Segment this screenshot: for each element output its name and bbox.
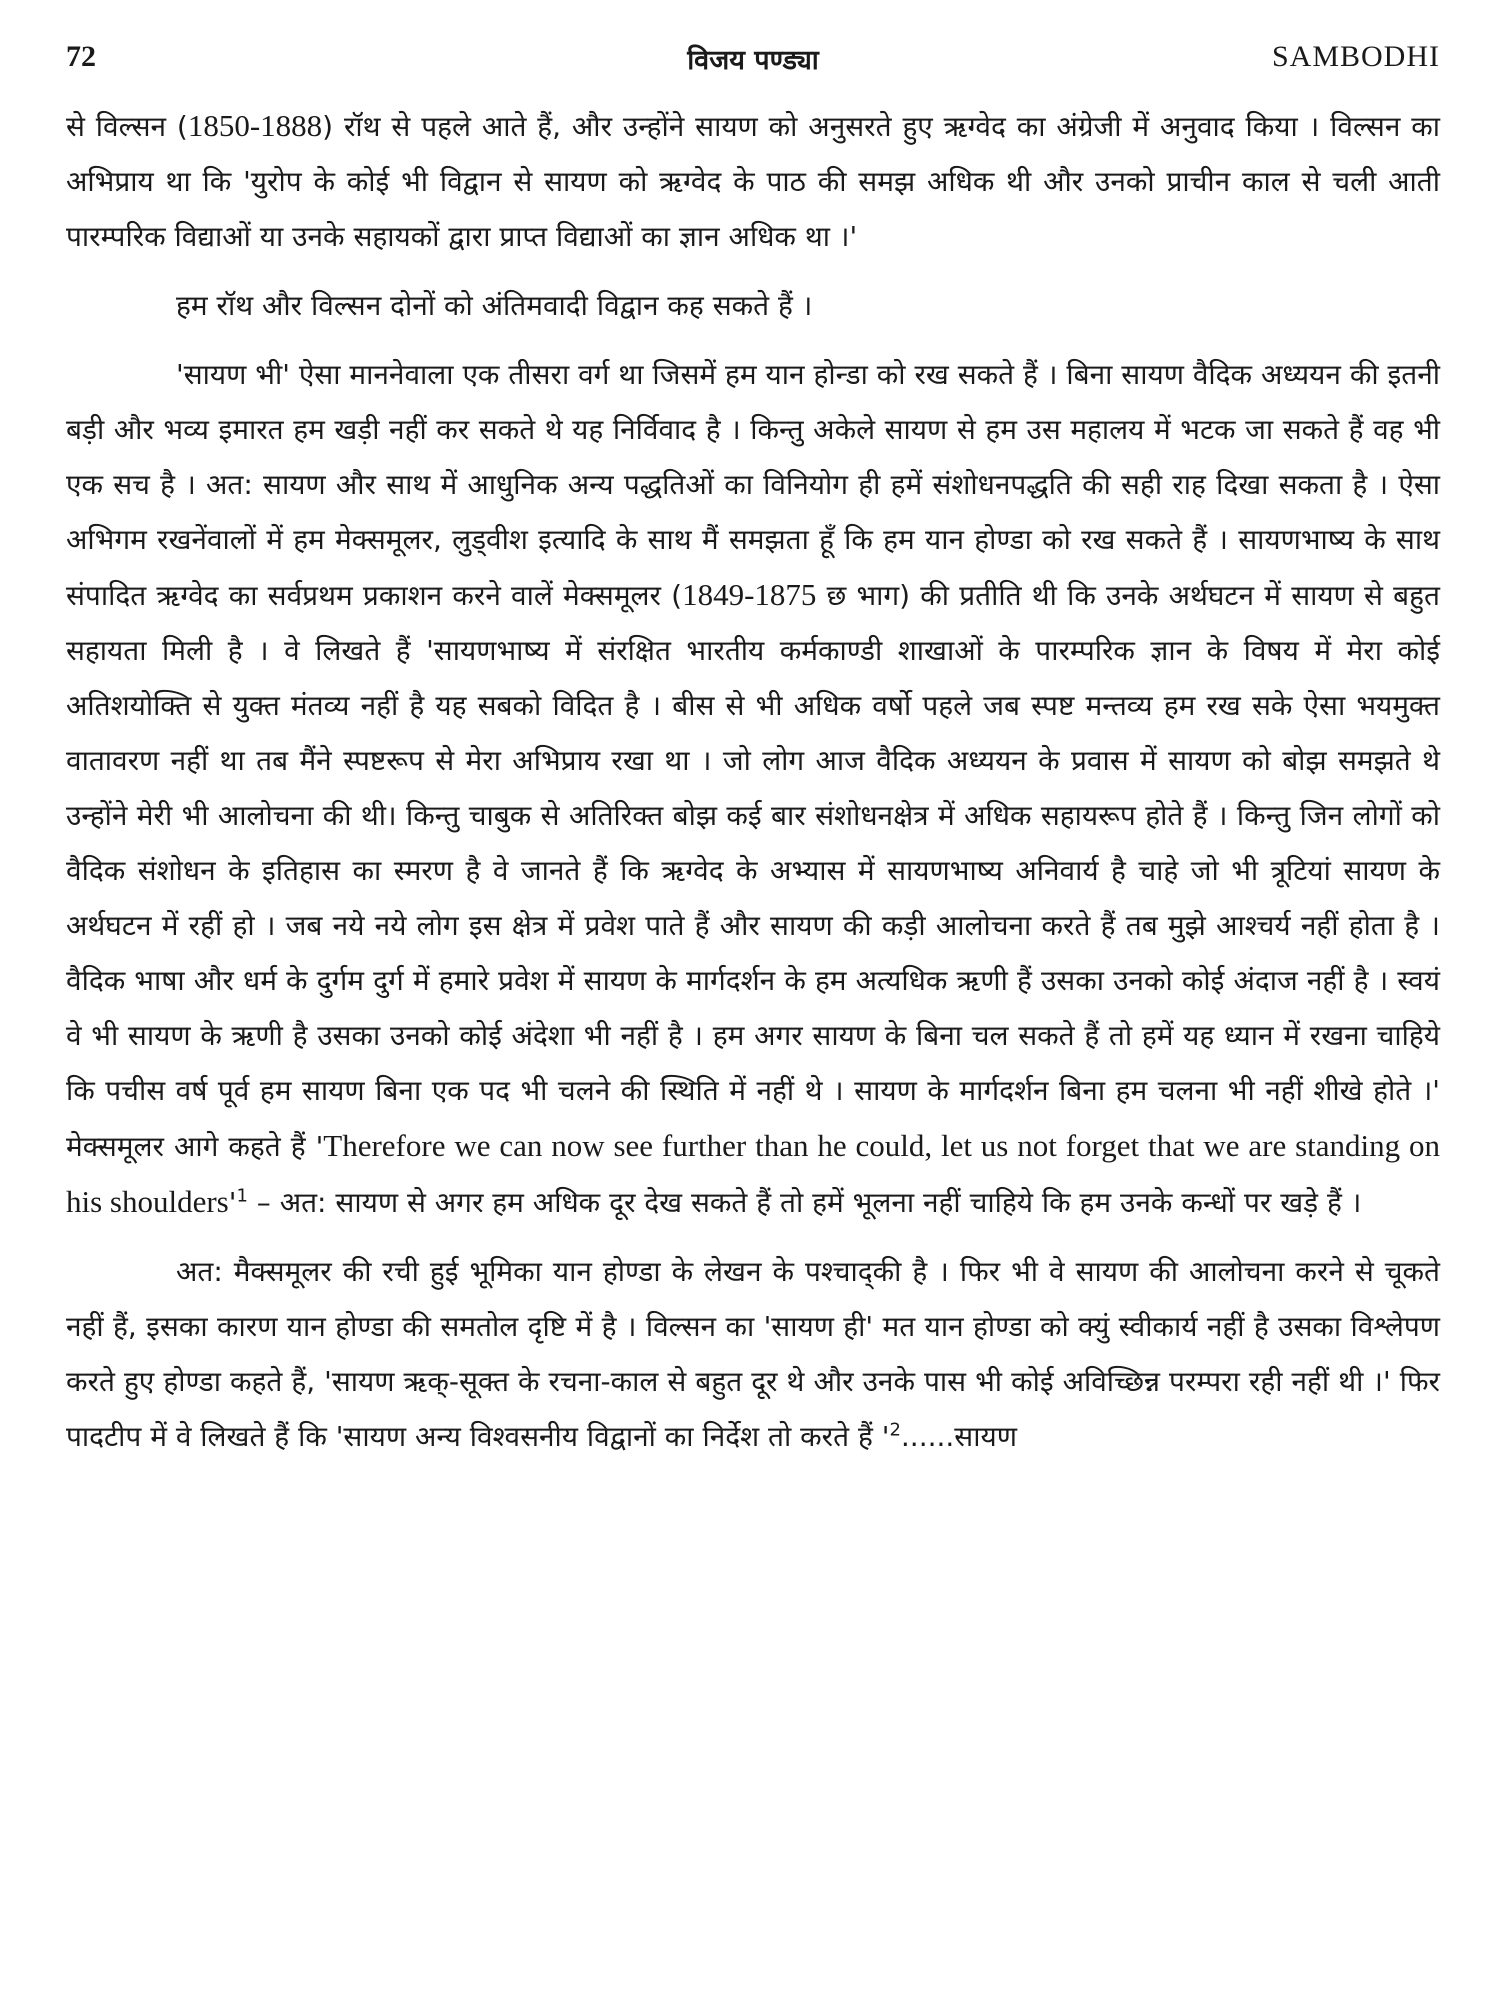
paragraph-3-text-a: 'सायण भी' ऐसा माननेवाला एक तीसरा वर्ग था जिसमें हम यान होन्डा को रख सकते हैं । बिना सायण वैदिक अध्ययन की इतनी बड़ी और भव्य इमारत हम खड़ी नहीं कर सकते थे यह निर्विवाद है । किन्तु अकेले सायण से हम उस महालय में भटक जा सकते हैं वह भी एक सच है । अत: सायण और साथ में आधुनिक अन्य पद्धतिओं का विनियोग ही हमें संशोधनपद्धति की सही राह दिखा सकता है । ऐसा अभिगम रखनेंवालों में हम मेक्समूलर, लुड्वीश इत्यादि के साथ मैं समझता हूँ कि हम यान होण्डा को रख सकते हैं । सायणभाष्य के साथ संपादित ऋग्वेद का सर्वप्रथम प्रकाशन करने वालें मेक्समूलर ( — [66, 358, 1440, 612]
article-body — [66, 98, 1440, 1464]
paragraph-4-text-b: ......सायण — [900, 1420, 1017, 1453]
paragraph-4 — [66, 1244, 1440, 1464]
page-header — [66, 40, 1440, 86]
paragraph-3-years: 1849-1875 — [682, 577, 817, 612]
paragraph-1 — [66, 98, 1440, 264]
english-quotation: Therefore we can now see further than he could, let us not forget that we are standing on his shoulders — [66, 1128, 1440, 1219]
footnote-marker-1: 1 — [236, 1185, 248, 1207]
journal-name: SAMBODHI — [1271, 40, 1440, 73]
paragraph-2: हम रॉथ और विल्सन दोनों को अंतिमवादी विद्वान कह सकते हैं । — [176, 289, 813, 322]
quotation-close: ' — [228, 1186, 237, 1219]
page — [66, 40, 1440, 1980]
page-number: 72 — [66, 40, 96, 73]
paragraph-1-years: 1850-1888 — [187, 108, 323, 143]
paragraph-1-text-a: से विल्सन ( — [66, 110, 188, 143]
paragraph-3-text-d: – अत: सायण से अगर हम अधिक दूर देख सकते हैं तो हमें भूलना नहीं चाहिये कि हम उनके कन्धों पर खड़े हैं । — [247, 1186, 1362, 1219]
paragraph-3-text-b: छ भाग) की प्रतीति थी कि उनके अर्थघटन में सायण से बहुत सहायता मिली है । वे लिखते हैं 'सायणभाष्य में संरक्षित भारतीय कर्मकाण्डी शाखाओं के पारम्परिक ज्ञान के विषय में मेरा कोई अतिशयोक्ति से युक्त मंतव्य नहीं है यह सबको विदित है । बीस से भी अधिक वर्षो पहले जब स्पष्ट मन्तव्य हम रख सके ऐसा भयमुक्त वातावरण नहीं था तब मैंने स्पष्टरूप से मेरा अभिप्राय रखा था । जो लोग आज वैदिक अध्ययन के प्रवास में सायण को बोझ समझते थे उन्होंने मेरी भी आलोचना की थी। किन्तु चाबुक से अतिरिक्त बोझ कई बार संशोधनक्षेत्र में अधिक सहायरूप होते हैं । किन्तु जिन लोगों को वैदिक संशोधन के इतिहास का स्मरण है वे जानते हैं कि ऋग्वेद के अभ्यास में सायणभाष्य अनिवार्य है चाहे जो भी त्रूटियां सायण के अर्थघटन में रहीं हो । जब नये नये लोग इस क्षेत्र में प्रवेश पाते हैं और सायण की कड़ी आलोचना करते हैं तब मुझे आश्चर्य नहीं होता है । वैदिक भाषा और धर्म के दुर्गम दुर्ग में हमारे प्रवेश में सायण के मार्गदर्शन के हम अत्यधिक ऋणी हैं उसका उनको कोई अंदाज नहीं है । स्वयं वे भी सायण के ऋणी है उसका उनको कोई अंदेशा भी नहीं है । हम अगर सायण के बिना चल सकते हैं तो हमें यह ध्यान में रखना चाहिये कि पचीस वर्ष पूर्व हम सायण बिना एक पद भी चलने की स्थिति में नहीं थे । सायण के मार्गदर्शन बिना हम चलना भी नहीं शीखे होते ।' मेक्समूलर आगे कहते हैं ' — [66, 579, 1440, 1163]
paragraph-3 — [66, 347, 1440, 1230]
paragraph-1-text-b: ) रॉथ से पहले आते हैं, और उन्होंने सायण को अनुसरते हुए ऋग्वेद का अंग्रेजी में अनुवाद किया । विल्सन का अभिप्राय था कि 'युरोप के कोई भी विद्वान से सायण को ऋग्वेद के पाठ की समझ अधिक थी और उनको प्राचीन काल से चली आती पारम्परिक विद्याओं या उनके सहायकों द्वारा प्राप्त विद्याओं का ज्ञान अधिक था ।' — [66, 110, 1440, 253]
footnote-marker-2: 2 — [889, 1419, 901, 1441]
paragraph-4-text-a: अत: मैक्समूलर की रची हुई भूमिका यान होण्डा के लेखन के पश्चाद्की है । फिर भी वे सायण की आलोचना करने से चूकते नहीं हैं, इसका कारण यान होण्डा की समतोल दृष्टि में है । विल्सन का 'सायण ही' मत यान होण्डा को क्युं स्वीकार्य नहीं है उसका विश्लेपण करते हुए होण्डा कहते हैं, 'सायण ऋक्-सूक्त के रचना-काल से बहुत दूर थे और उनके पास भी कोई अविच्छिन्न परम्परा रही नहीं थी ।' फिर पादटीप में वे लिखते हैं कि 'सायण अन्य विश्वसनीय विद्वानों का निर्देश तो करते हैं ' — [66, 1255, 1440, 1453]
running-title: विजय पण्ड्या — [687, 45, 819, 76]
